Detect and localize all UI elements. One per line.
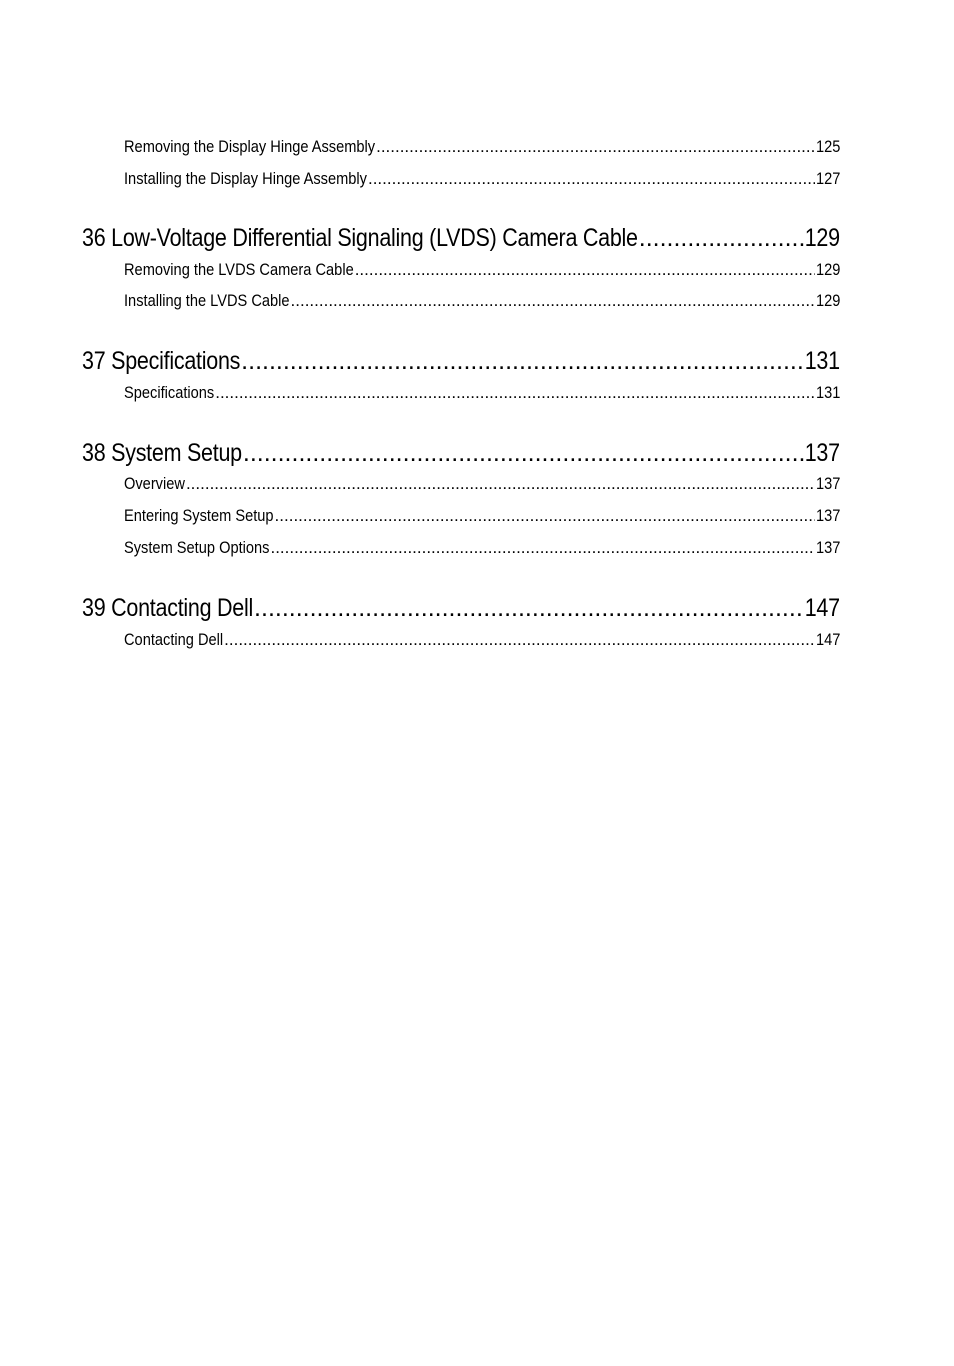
toc-chapter-36[interactable] — [82, 221, 840, 255]
dot-leader — [270, 536, 814, 560]
toc-entry-title: Installing the LVDS Cable — [124, 291, 290, 310]
toc-entry-installing-display-hinge[interactable] — [124, 167, 840, 191]
toc-chapter-page: 129 — [804, 224, 840, 252]
dot-leader — [291, 289, 815, 313]
toc-entry-title: Contacting Dell — [124, 630, 224, 649]
toc-chapter-title: 39 Contacting Dell — [82, 594, 254, 622]
toc-entry-page: 129 — [815, 291, 840, 310]
toc-entry-overview[interactable] — [124, 472, 840, 496]
toc-entry-removing-lvds-camera-cable[interactable] — [124, 258, 840, 282]
toc-entry-title: System Setup Options — [124, 538, 270, 557]
dot-leader — [639, 221, 804, 255]
dot-leader — [241, 344, 804, 378]
toc-chapter-38[interactable] — [82, 436, 840, 470]
toc-entry-page: 131 — [815, 383, 840, 402]
dot-leader — [275, 504, 815, 528]
toc-entry-removing-display-hinge[interactable] — [124, 135, 840, 159]
dot-leader — [376, 135, 815, 159]
toc-chapter-page: 147 — [804, 594, 840, 622]
toc-chapter-title: 37 Specifications — [82, 347, 241, 375]
toc-chapter-page: 137 — [804, 439, 840, 467]
toc-entry-page: 137 — [815, 474, 840, 493]
dot-leader — [243, 436, 804, 470]
toc-chapter-title: 38 System Setup — [82, 439, 242, 467]
toc-entry-entering-system-setup[interactable] — [124, 504, 840, 528]
toc-entry-page: 125 — [815, 137, 840, 156]
toc-entry-page: 127 — [815, 169, 840, 188]
dot-leader — [355, 258, 815, 282]
toc-entry-specifications[interactable] — [124, 381, 840, 405]
toc-entry-title: Removing the Display Hinge Assembly — [124, 137, 376, 156]
toc-entry-title: Entering System Setup — [124, 506, 274, 525]
dot-leader — [224, 628, 814, 652]
dot-leader — [186, 472, 815, 496]
toc-entry-title: Removing the LVDS Camera Cable — [124, 260, 354, 279]
toc-entry-title: Installing the Display Hinge Assembly — [124, 169, 367, 188]
toc-entry-title: Overview — [124, 474, 185, 493]
toc-entry-title: Specifications — [124, 383, 215, 402]
toc-chapter-page: 131 — [804, 347, 840, 375]
toc-entry-page: 137 — [815, 506, 840, 525]
toc-chapter-37[interactable] — [82, 344, 840, 378]
toc-entry-installing-lvds-cable[interactable] — [124, 289, 840, 313]
dot-leader — [215, 381, 814, 405]
toc-chapter-39[interactable] — [82, 591, 840, 625]
dot-leader — [254, 591, 804, 625]
toc-entry-contacting-dell[interactable] — [124, 628, 840, 652]
toc-entry-page: 147 — [815, 630, 840, 649]
toc-entry-page: 137 — [815, 538, 840, 557]
dot-leader — [368, 167, 815, 191]
toc-chapter-title: 36 Low-Voltage Differential Signaling (LVDS) Camera Cable — [82, 224, 638, 252]
toc-entry-page: 129 — [815, 260, 840, 279]
toc-entry-system-setup-options[interactable] — [124, 536, 840, 560]
